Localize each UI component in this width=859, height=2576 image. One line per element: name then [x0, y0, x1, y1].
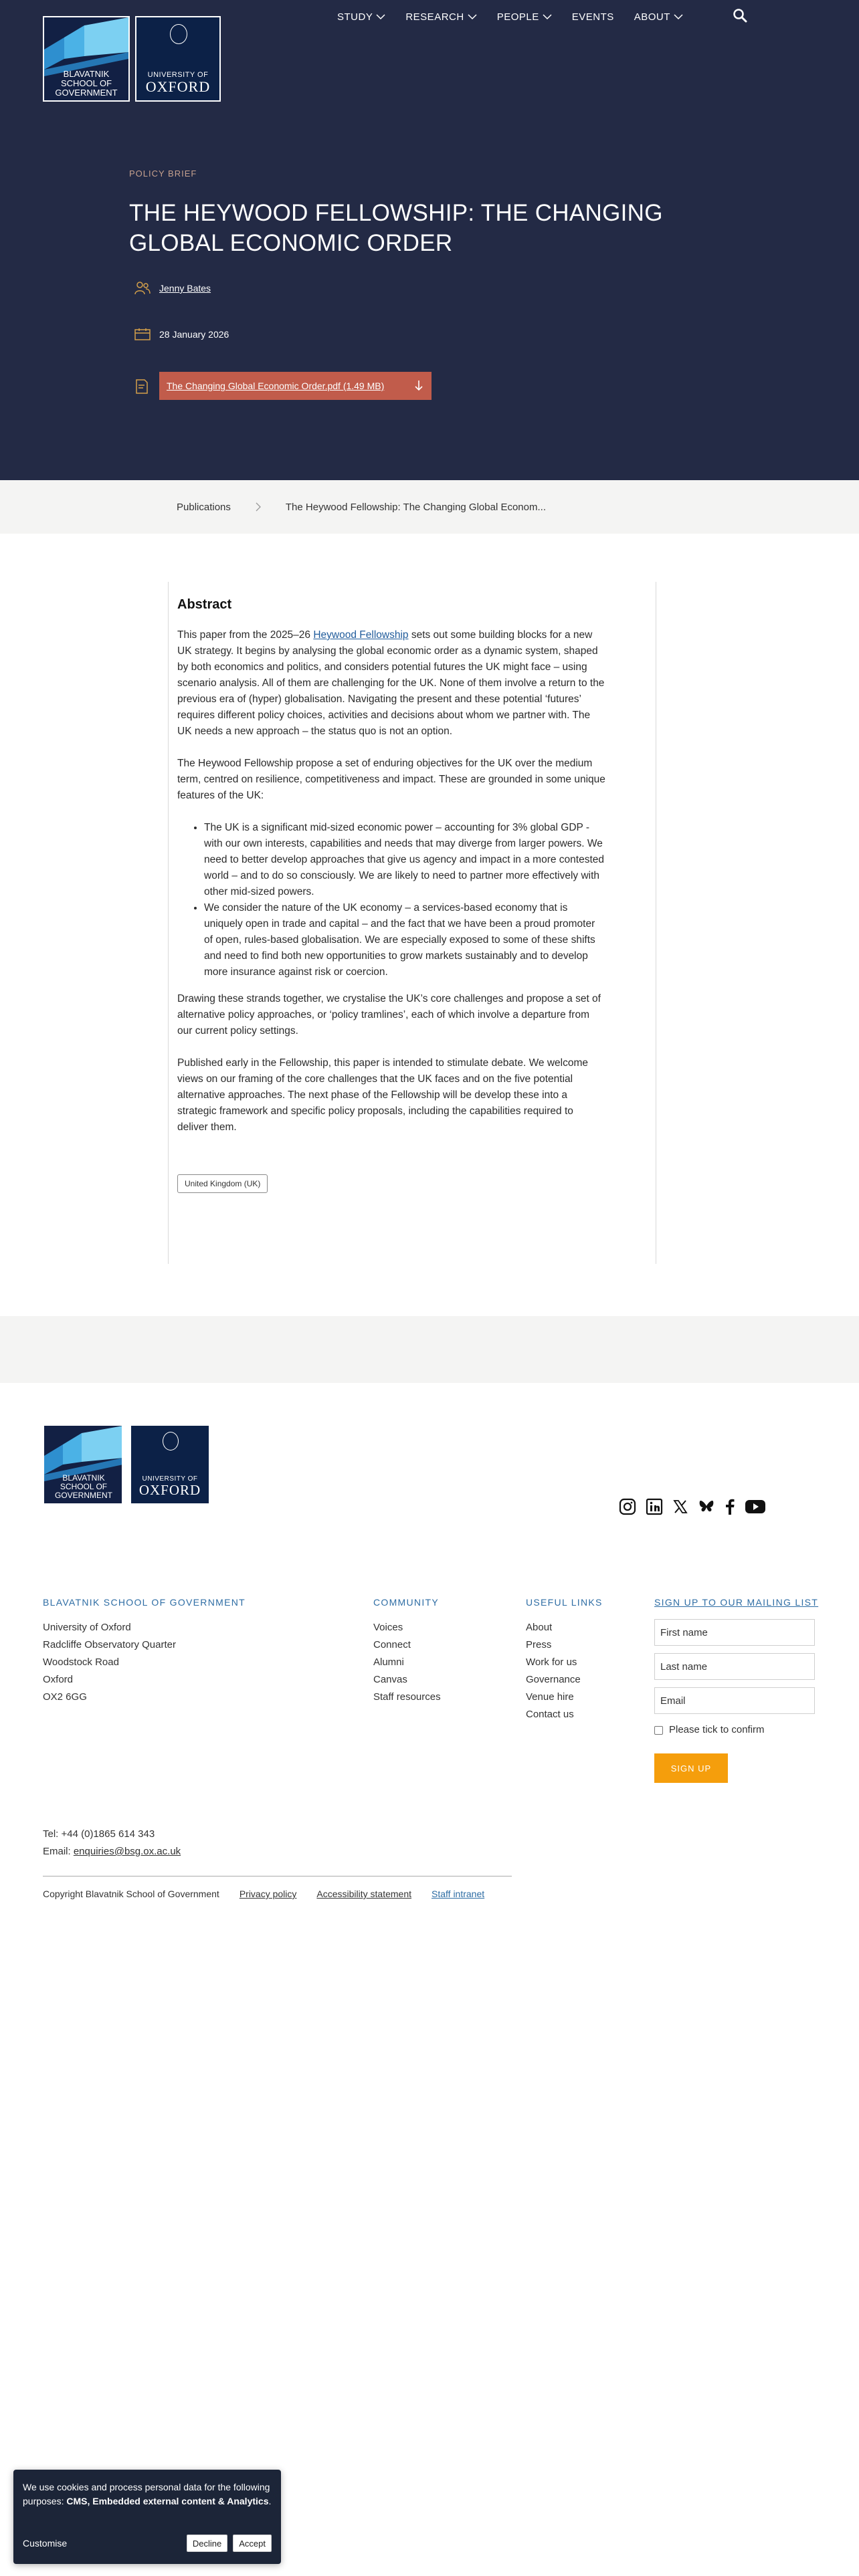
- facebook-link[interactable]: [725, 1498, 735, 1515]
- instagram-link[interactable]: [619, 1498, 636, 1515]
- nav-about[interactable]: [634, 11, 683, 23]
- mailing-list-heading[interactable]: SIGN UP TO OUR MAILING LIST: [654, 1597, 819, 1608]
- bsg-line-2: SCHOOL OF: [60, 78, 112, 88]
- footer-link-governance[interactable]: Governance: [526, 1674, 581, 1685]
- linkedin-icon: [646, 1498, 663, 1515]
- features-list: [177, 820, 605, 980]
- footer-link-venue-hire[interactable]: Venue hire: [526, 1691, 574, 1703]
- confirm-row: [654, 1721, 822, 1739]
- people-icon: [134, 281, 151, 296]
- date-row: [134, 328, 229, 341]
- social-links: [619, 1498, 775, 1515]
- cookie-actions: [23, 2535, 272, 2552]
- nav-people-label: PEOPLE: [496, 11, 539, 23]
- contact-details: [43, 1826, 181, 1860]
- hero-banner: [0, 0, 859, 480]
- download-pdf-label: The Changing Global Economic Order.pdf (1.49 MB): [167, 381, 385, 391]
- spacer-band: [0, 1316, 859, 1383]
- abstract-heading: Abstract: [177, 597, 232, 612]
- footer-link-contact-us[interactable]: Contact us: [526, 1709, 574, 1720]
- bsg-line-2: SCHOOL OF: [60, 1482, 108, 1491]
- footer-logo[interactable]: [43, 1424, 210, 1505]
- footer-link-canvas[interactable]: Canvas: [373, 1674, 407, 1685]
- legal-links: [43, 1889, 504, 1899]
- chevron-down-icon: [376, 14, 385, 20]
- privacy-policy-link[interactable]: Privacy policy: [239, 1889, 297, 1899]
- footer-community-heading: COMMUNITY: [373, 1597, 440, 1608]
- nav-events[interactable]: [572, 11, 614, 23]
- footer-useful-column: [526, 1595, 646, 1723]
- cookie-banner: [13, 2470, 281, 2564]
- email-link[interactable]: enquiries@bsg.ox.ac.uk: [73, 1846, 181, 1857]
- abstract-paragraph-4: Published early in the Fellowship, this paper is intended to stimulate debate. We welcome views on our framing of the core challenges that the UK faces and on the five potential alternative approaches. The next phase of the Fellowship will be develop these into a strategic framework and specific policy proposals, including the capabilities required to deliver them.: [177, 1057, 589, 1133]
- search-button[interactable]: [733, 8, 747, 26]
- abstract-paragraph-3: Drawing these strands together, we crystalise the UK’s core challenges and propose a set of alternative policy approaches, or ‘policy tramlines’, each of which involve a departure from our current policy settings.: [177, 993, 601, 1037]
- nav-research-label: RESEARCH: [405, 11, 464, 23]
- breadcrumb-current: The Heywood Fellowship: The Changing Global Econom...: [285, 501, 546, 513]
- oxford-logo: [135, 16, 221, 102]
- oxford-crest-icon: [170, 24, 187, 44]
- footer-link-alumni[interactable]: Alumni: [373, 1656, 404, 1668]
- email-label: Email:: [43, 1846, 74, 1857]
- main-nav: [337, 7, 703, 27]
- content-type-label: POLICY BRIEF: [129, 169, 197, 179]
- nav-people[interactable]: [497, 11, 552, 23]
- calendar-icon: [134, 328, 151, 341]
- chevron-down-icon: [674, 14, 683, 20]
- page-title: THE HEYWOOD FELLOWSHIP: THE CHANGING GLOBAL ECONOMIC ORDER: [129, 200, 663, 256]
- article-content: [177, 595, 605, 1193]
- oxford-big-text: OXFORD: [138, 1482, 201, 1498]
- breadcrumb-publications[interactable]: Publications: [177, 501, 231, 513]
- footer-link-about[interactable]: About: [526, 1622, 553, 1633]
- cookie-text: We use cookies and process personal data for the following purposes:: [23, 2482, 270, 2506]
- site-logo[interactable]: [43, 16, 221, 102]
- facebook-icon: [725, 1498, 735, 1515]
- oxford-big-text: OXFORD: [145, 78, 211, 95]
- nav-about-label: ABOUT: [634, 11, 670, 23]
- oxford-crest-icon: [163, 1432, 179, 1451]
- x-icon: [672, 1499, 688, 1515]
- nav-events-label: EVENTS: [571, 11, 614, 23]
- bsg-logo: [43, 16, 130, 102]
- accessibility-statement-link[interactable]: Accessibility statement: [316, 1889, 412, 1899]
- first-name-field[interactable]: [654, 1619, 815, 1646]
- paragraph-text: sets out some building blocks for a new UK strategy. It begins by analysing the global economic order as a dynamic system, shaped by both economics and politics, and considers potential futures the UK might face – using scenario analysis. All of them are challenging for the UK. None of them involve a return to the previous era of (hyper) globalisation. Navigating the present and these potential ‘futures’ requires different policy choices, activities and decisions about whom we partner with. The UK needs a new approach – the status quo is not an option.: [177, 629, 605, 737]
- bluesky-icon: [698, 1499, 715, 1515]
- footer-useful-heading: USEFUL LINKS: [526, 1597, 603, 1608]
- footer-link-staff-resources[interactable]: Staff resources: [373, 1691, 441, 1703]
- download-pdf-button[interactable]: [159, 372, 432, 400]
- cookie-decline-button[interactable]: Decline: [187, 2535, 227, 2552]
- footer-link-connect[interactable]: Connect: [373, 1639, 411, 1650]
- address-line: OX2 6GG: [43, 1691, 87, 1703]
- staff-intranet-link[interactable]: Staff intranet: [432, 1889, 485, 1899]
- author-link[interactable]: Jenny Bates: [159, 283, 211, 294]
- breadcrumb: [0, 480, 859, 534]
- address-line: Woodstock Road: [43, 1656, 119, 1668]
- publication-date: 28 January 2026: [159, 329, 229, 340]
- address-line: University of Oxford: [43, 1622, 131, 1633]
- footer-school-heading: BLAVATNIK SCHOOL OF GOVERNMENT: [43, 1597, 246, 1608]
- chevron-down-icon: [468, 14, 477, 20]
- abstract-paragraph-2: The Heywood Fellowship propose a set of enduring objectives for the UK over the medium term, centred on resilience, competitiveness and impact. These are grounded in some unique features of the UK:: [177, 758, 605, 801]
- youtube-link[interactable]: [745, 1499, 766, 1515]
- footer-link-work-for-us[interactable]: Work for us: [526, 1656, 577, 1668]
- footer-bsg-logo: [43, 1424, 123, 1505]
- oxford-small-text: UNIVERSITY OF: [147, 71, 209, 79]
- bsg-line-1: BLAVATNIK: [63, 69, 110, 79]
- mailing-list-form: [654, 1595, 822, 1783]
- bsg-line-1: BLAVATNIK: [62, 1473, 105, 1483]
- address-line: Radcliffe Observatory Quarter: [43, 1639, 176, 1650]
- search-icon: [733, 8, 747, 23]
- download-row: [134, 379, 159, 395]
- topic-tag[interactable]: United Kingdom (UK): [177, 1174, 268, 1193]
- cookie-customise-link[interactable]: Customise: [23, 2537, 68, 2549]
- footer-community-column: [373, 1595, 507, 1706]
- nav-study[interactable]: [337, 11, 385, 23]
- bsg-line-3: GOVERNMENT: [54, 1491, 112, 1500]
- heywood-fellowship-link[interactable]: Heywood Fellowship: [313, 629, 409, 641]
- list-item: • We consider the nature of the UK economy – a services-based economy that is uniquely open in trade and capital – and the fact that we have been a proud promoter of open, rules-based globalisation. We are especially exposed to some of these shifts and need to find both new opportunities to grow markets sustainably and to develop more insurance against risk or coercion.: [204, 900, 605, 980]
- article-body: [168, 582, 656, 1264]
- youtube-icon: [745, 1499, 766, 1515]
- footer-link-press[interactable]: Press: [526, 1639, 552, 1650]
- nav-study-label: STUDY: [337, 11, 373, 23]
- footer-link-voices[interactable]: Voices: [373, 1622, 403, 1633]
- abstract-paragraph-1: [177, 627, 605, 740]
- chevron-down-icon: [543, 14, 552, 20]
- email-row: [43, 1843, 181, 1860]
- instagram-icon: [619, 1498, 636, 1515]
- footer-school-column: [43, 1595, 324, 1706]
- last-name-field[interactable]: [654, 1653, 815, 1680]
- chevron-right-icon: [255, 502, 262, 512]
- nav-research[interactable]: [405, 11, 476, 23]
- confirm-checkbox[interactable]: [654, 1726, 663, 1735]
- list-item: • The UK is a significant mid-sized economic power – accounting for 3% global GDP - with our own interests, capabilities and needs that may diverge from larger powers. We need to better develop approaches that give us agency and impact in a more contested world – and to do so consciously. We are likely to need to partner more effectively with other mid-sized powers.: [204, 820, 605, 900]
- cookie-message: [23, 2480, 272, 2508]
- confirm-label: Please tick to confirm: [669, 1724, 765, 1735]
- paragraph-text: This paper from the 2025–26: [177, 629, 314, 641]
- cookie-accept-button[interactable]: Accept: [233, 2535, 272, 2552]
- oxford-small-text: UNIVERSITY OF: [142, 1475, 198, 1483]
- cookie-text-end: .: [268, 2496, 272, 2506]
- linkedin-link[interactable]: [646, 1498, 663, 1515]
- telephone: Tel: +44 (0)1865 614 343: [43, 1828, 155, 1840]
- cookie-purposes: CMS, Embedded external content & Analytics: [66, 2496, 269, 2506]
- author-row: [134, 281, 211, 296]
- copyright: Copyright Blavatnik School of Government: [43, 1889, 219, 1899]
- document-icon: [134, 379, 151, 395]
- x-link[interactable]: [672, 1499, 688, 1515]
- download-arrow-icon: [414, 380, 423, 392]
- sign-up-button[interactable]: SIGN UP: [654, 1753, 728, 1783]
- email-field[interactable]: [654, 1687, 815, 1714]
- footer-oxford-logo: [130, 1424, 210, 1505]
- bsg-line-3: GOVERNMENT: [55, 88, 118, 98]
- bluesky-link[interactable]: [698, 1499, 715, 1515]
- address-line: Oxford: [43, 1674, 74, 1685]
